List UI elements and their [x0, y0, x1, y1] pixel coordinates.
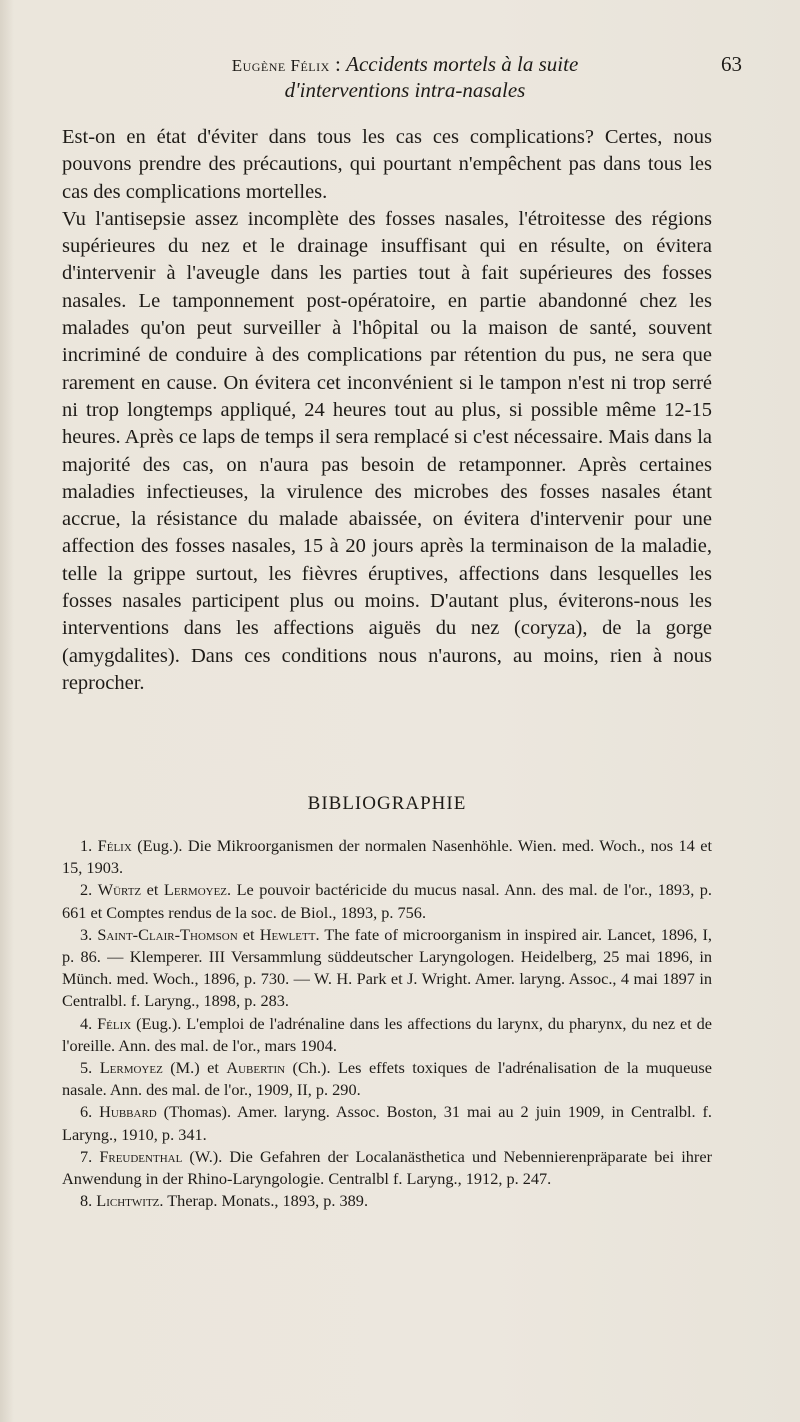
entry-author: Hubbard: [99, 1102, 157, 1122]
bibliography-entry: [62, 924, 712, 1013]
entry-text-2: . Le pouvoir bactéricide du mucus nasal. Ann. des mal. de l'or., 1893, p. 661 et Comptes rendus de la soc. de Biol., 1893, p. 756.: [62, 880, 712, 922]
entry-author: Freudenthal: [99, 1146, 183, 1166]
entry-number: 2.: [80, 880, 93, 900]
running-head: [60, 52, 750, 102]
entry-text: (W.). Die Gefahren der Localanästhetica und Nebennierenpräparate bei ihrer Anwendung in der Rhino-Laryngologie. Centralbl f. Laryng., 1912, p. 247.: [62, 1146, 712, 1189]
entry-text: (Thomas). Amer. laryng. Assoc. Boston, 31 mai au 2 juin 1909, in Centralbl. f. Laryng., 1910, p. 341.: [62, 1102, 713, 1144]
bibliography-entry: [62, 1190, 712, 1212]
entry-author: Félix: [97, 836, 132, 855]
bibliography-entry: [62, 1057, 712, 1101]
running-head-line-1: [60, 52, 750, 78]
entry-number: 4.: [80, 1013, 93, 1033]
body-paragraph-2: Vu l'antisepsie assez incomplète des fosses nasales, l'étroitesse des régions supérieures du nez et le drainage insuffisant qui en résulte, on évitera d'intervenir à l'aveugle dans les parties tout à fait supérieures des fosses nasales. Le tamponnement post-opératoire, en partie abandonné chez les malades qu'on peut surveiller à l'hôpital ou la maison de santé, souvent incriminé de conduire à des complications par rétention du pus, ne sera que rarement en cause. On évitera cet inconvénient si le tampon n'est ni trop serré ni trop longtemps appliqué, 24 heures tout au plus, si possible même 12-15 heures. Après ce laps de temps il sera remplacé si c'est nécessaire. Mais dans la majorité des cas, on n'aura pas besoin de retamponner. Après certaines maladies infectieuses, la virulence des microbes des fosses nasales étant accrue, la résistance du malade abaissée, on évitera d'intervenir pour une affection des fosses nasales, 15 à 20 jours après la terminaison de la maladie, telle la grippe surtout, les fièvres éruptives, affections dans lesquelles les fosses nasales participent plus ou moins. D'autant plus, éviterons-nous les interventions dans les affections aiguës du nez (coryza), de la gorge (amygdalites). Dans ces conditions nous n'aurons, au moins, rien à nous reprocher.: [62, 207, 712, 694]
entry-text-2: . The fate of microorganism in inspired air. Lancet, 1896, I, p. 86. — Klemperer. III Versammlung süddeutscher Laryngologen. Heidelberg, 25 mai 1896, in Münch. med. Woch., 1896, p. 730. — W. H. Park et J. Wright. Amer. laryng. Assoc., 4 mai 1897 in Centralbl. f. Laryng., 1898, p. 283.: [62, 924, 712, 1011]
entry-number: 1.: [80, 836, 93, 855]
bibliography-entry: [62, 1101, 712, 1145]
bibliography-entry: [62, 835, 712, 879]
entry-author-2: Aubertin: [226, 1058, 286, 1078]
entry-text: . Therap. Monats., 1893, p. 389.: [159, 1191, 369, 1211]
bibliography-heading: BIBLIOGRAPHIE: [307, 793, 467, 814]
entry-author: Lichtwitz: [96, 1191, 160, 1211]
entry-text: et: [141, 880, 164, 900]
entry-number: 6.: [80, 1102, 93, 1122]
page-number: 63: [721, 52, 742, 76]
entry-text: (Eug.). Die Mikroorganismen der normalen Nasenhöhle. Wien. med. Woch., nos 14 et 15, 1903.: [62, 836, 712, 878]
entry-author: Félix: [97, 1013, 132, 1033]
entry-number: 7.: [80, 1146, 93, 1166]
entry-author-2: Hewlett: [259, 924, 316, 944]
bibliography-list: [62, 835, 712, 1212]
entry-author-2: Lermoyez: [163, 880, 228, 900]
entry-text: et: [237, 924, 260, 944]
header-separator: :: [335, 52, 347, 76]
entry-text-2: (Ch.). Les effets toxiques de l'adrénalisation de la muqueuse nasale. Ann. des mal. de l'or., 1909, II, p. 290.: [62, 1058, 712, 1100]
header-title-line-2: d'interventions intra-nasales: [284, 78, 526, 102]
body-paragraph-1: Est-on en état d'éviter dans tous les cas ces complications? Certes, nous pouvons prendre des précautions, qui pourtant n'empêchent pas dans tous les cas des complications mortelles.: [62, 126, 712, 203]
entry-author: Würtz: [97, 880, 142, 900]
entry-number: 3.: [80, 924, 93, 944]
entry-number: 8.: [80, 1191, 93, 1211]
entry-author: Saint-Clair-Thomson: [97, 924, 238, 944]
entry-text: (M.) et: [162, 1058, 227, 1078]
bibliography-entry: [62, 1013, 712, 1057]
entry-text: (Eug.). L'emploi de l'adrénaline dans les affections du larynx, du pharynx, du nez et de l'oreille. Ann. des mal. de l'or., mars 1904.: [62, 1013, 712, 1055]
bibliography-entry: [62, 879, 712, 923]
entry-number: 5.: [80, 1058, 93, 1078]
header-title-line-1: Accidents mortels à la suite: [346, 52, 579, 76]
entry-author: Lermoyez: [99, 1058, 163, 1078]
bibliography-entry: [62, 1146, 712, 1190]
body-text: [62, 124, 712, 697]
header-author: Eugène Félix: [231, 56, 330, 75]
